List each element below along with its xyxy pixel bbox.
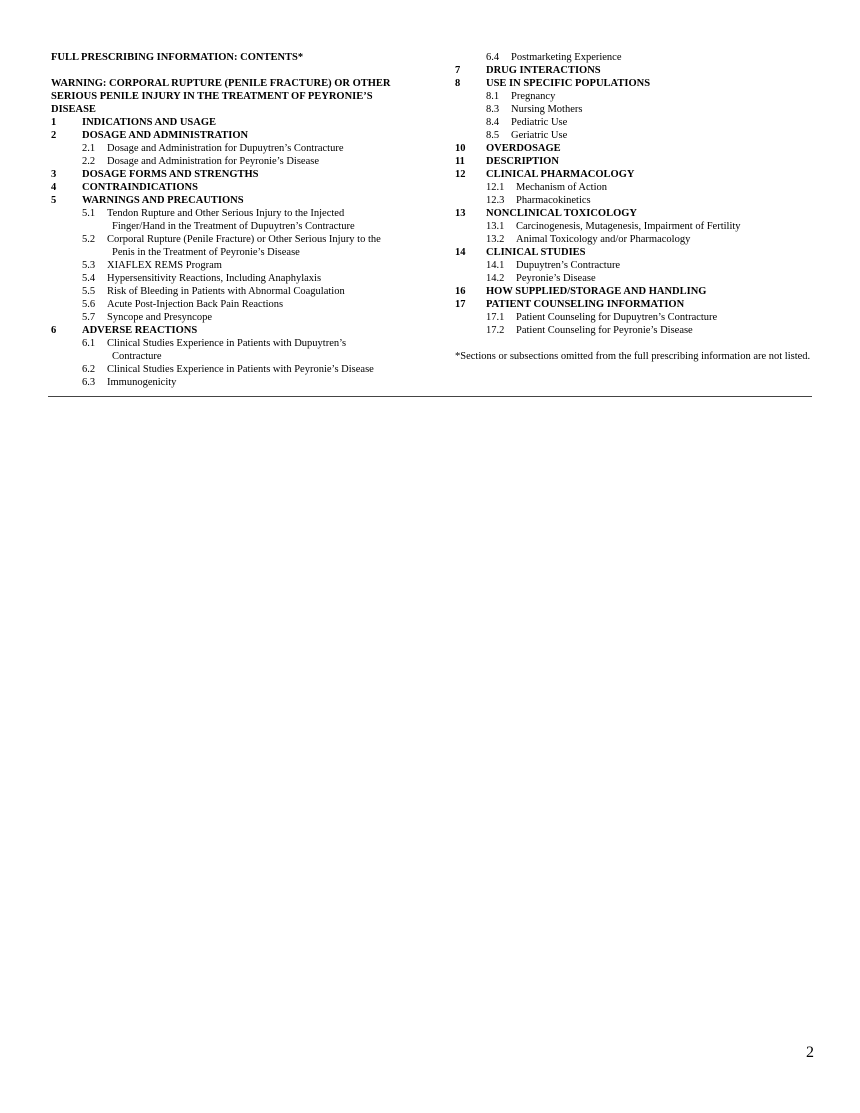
section-number: 7 [455, 65, 461, 76]
toc-section-14[interactable] [455, 246, 812, 259]
toc-subsection-5-3[interactable] [51, 259, 406, 272]
subsection-title: Pharmacokinetics [516, 195, 591, 206]
subsection-title: Peyronie’s Disease [516, 273, 596, 284]
toc-subsection-6-3[interactable] [51, 376, 406, 389]
subsection-title-continued: Finger/Hand in the Treatment of Dupuytren’s Contracture [112, 221, 355, 232]
toc-subsection-8-4[interactable] [455, 116, 812, 129]
toc-subsection-6-1[interactable] [51, 337, 406, 363]
toc-subsection-8-5[interactable] [455, 129, 812, 142]
subsection-number: 6.4 [486, 52, 500, 63]
toc-section-8[interactable] [455, 77, 812, 90]
subsection-title: Postmarketing Experience [511, 52, 622, 63]
subsection-title: Risk of Bleeding in Patients with Abnormal Coagulation [107, 286, 345, 297]
section-number: 17 [455, 299, 466, 310]
section-title: DRUG INTERACTIONS [486, 65, 601, 76]
toc-subsection-5-4[interactable] [51, 272, 406, 285]
toc-subsection-14-1[interactable] [455, 259, 812, 272]
section-title: INDICATIONS AND USAGE [82, 117, 216, 128]
subsection-title: Dosage and Administration for Peyronie’s Disease [107, 156, 319, 167]
toc-section-17[interactable] [455, 298, 812, 311]
subsection-number: 5.1 [82, 208, 96, 219]
subsection-number: 2.1 [82, 143, 96, 154]
toc-subsection-12-1[interactable] [455, 181, 812, 194]
subsection-number: 12.3 [486, 195, 505, 206]
section-number: 8 [455, 78, 461, 89]
toc-subsection-6-2[interactable] [51, 363, 406, 376]
subsection-number: 6.2 [82, 364, 96, 375]
toc-subsection-12-3[interactable] [455, 194, 812, 207]
toc-section-4[interactable] [51, 181, 406, 194]
subsection-number: 13.1 [486, 221, 505, 232]
subsection-title: Dosage and Administration for Dupuytren’s Contracture [107, 143, 344, 154]
subsection-title: Nursing Mothers [511, 104, 583, 115]
subsection-number: 17.1 [486, 312, 505, 323]
section-number: 1 [51, 117, 57, 128]
subsection-title: Geriatric Use [511, 130, 568, 141]
toc-section-7[interactable] [455, 64, 812, 77]
toc-subsection-6-4[interactable] [455, 51, 812, 64]
toc-section-5[interactable] [51, 194, 406, 207]
subsection-title: Patient Counseling for Peyronie’s Disease [516, 325, 693, 336]
toc-section-10[interactable] [455, 142, 812, 155]
section-number: 10 [455, 143, 466, 154]
toc-subsection-2-2[interactable] [51, 155, 406, 168]
subsection-title: Carcinogenesis, Mutagenesis, Impairment of Fertility [516, 221, 741, 232]
subsection-number: 14.2 [486, 273, 505, 284]
page-number: 2 [806, 1044, 814, 1061]
subsection-number: 12.1 [486, 182, 505, 193]
section-title: CLINICAL PHARMACOLOGY [486, 169, 635, 180]
subsection-title: Corporal Rupture (Penile Fracture) or Other Serious Injury to the [107, 234, 381, 245]
toc-section-16[interactable] [455, 285, 812, 298]
toc-subsection-13-2[interactable] [455, 233, 812, 246]
toc-subsection-2-1[interactable] [51, 142, 406, 155]
toc-subsection-8-3[interactable] [455, 103, 812, 116]
section-number: 3 [51, 169, 57, 180]
section-title: PATIENT COUNSELING INFORMATION [486, 299, 685, 310]
toc-subsection-5-6[interactable] [51, 298, 406, 311]
subsection-number: 5.4 [82, 273, 96, 284]
section-title: WARNINGS AND PRECAUTIONS [82, 195, 244, 206]
toc-subsection-5-2[interactable] [51, 233, 406, 259]
section-title: ADVERSE REACTIONS [82, 325, 198, 336]
subsection-number: 6.1 [82, 338, 96, 349]
subsection-title: Animal Toxicology and/or Pharmacology [516, 234, 691, 245]
section-title: CONTRAINDICATIONS [82, 182, 198, 193]
toc-subsection-14-2[interactable] [455, 272, 812, 285]
toc-subsection-17-1[interactable] [455, 311, 812, 324]
toc-section-3[interactable] [51, 168, 406, 181]
subsection-title: Clinical Studies Experience in Patients with Peyronie’s Disease [107, 364, 374, 375]
subsection-number: 8.3 [486, 104, 500, 115]
subsection-title: Acute Post-Injection Back Pain Reactions [107, 299, 284, 310]
subsection-number: 2.2 [82, 156, 96, 167]
section-title: OVERDOSAGE [486, 143, 561, 154]
subsection-title: Patient Counseling for Dupuytren’s Contracture [516, 312, 718, 323]
subsection-number: 13.2 [486, 234, 505, 245]
section-title: CLINICAL STUDIES [486, 247, 586, 258]
subsection-title: Pregnancy [511, 91, 556, 102]
section-number: 2 [51, 130, 57, 141]
subsection-title: XIAFLEX REMS Program [107, 260, 222, 271]
omitted-sections-footnote: *Sections or subsections omitted from the full prescribing information are not listed. [455, 351, 811, 362]
subsection-number: 6.3 [82, 377, 96, 388]
toc-subsection-17-2[interactable] [455, 324, 812, 337]
subsection-number: 5.7 [82, 312, 96, 323]
toc-section-6[interactable] [51, 324, 406, 337]
section-number: 16 [455, 286, 466, 297]
section-title: DESCRIPTION [486, 156, 559, 167]
toc-section-2[interactable] [51, 129, 406, 142]
section-number: 13 [455, 208, 466, 219]
subsection-title: Hypersensitivity Reactions, Including Anaphylaxis [107, 273, 322, 284]
toc-right-column [455, 51, 812, 363]
subsection-title: Syncope and Presyncope [107, 312, 212, 323]
section-title: NONCLINICAL TOXICOLOGY [486, 208, 638, 219]
subsection-title: Dupuytren’s Contracture [516, 260, 621, 271]
section-number: 14 [455, 247, 466, 258]
section-title: USE IN SPECIFIC POPULATIONS [486, 78, 651, 89]
subsection-number: 5.3 [82, 260, 96, 271]
section-number: 5 [51, 195, 57, 206]
subsection-number: 17.2 [486, 325, 505, 336]
toc-left-column [51, 51, 406, 389]
subsection-number: 5.5 [82, 286, 96, 297]
subsection-number: 8.1 [486, 91, 500, 102]
subsection-title: Pediatric Use [511, 117, 568, 128]
toc-subsection-8-1[interactable] [455, 90, 812, 103]
section-number: 11 [455, 156, 465, 167]
subsection-title-continued: Penis in the Treatment of Peyronie’s Disease [112, 247, 300, 258]
toc-section-11[interactable] [455, 155, 812, 168]
toc-subsection-13-1[interactable] [455, 220, 812, 233]
toc-subsection-5-1[interactable] [51, 207, 406, 233]
subsection-title: Tendon Rupture and Other Serious Injury to the Injected [107, 208, 345, 219]
toc-title: FULL PRESCRIBING INFORMATION: CONTENTS* [51, 52, 304, 63]
toc-section-1[interactable] [51, 116, 406, 129]
boxed-warning-entry[interactable]: WARNING: CORPORAL RUPTURE (PENILE FRACTURE) OR OTHER SERIOUS PENILE INJURY IN THE TREATMENT OF PEYRONIE’S DISEASE [51, 78, 391, 115]
subsection-number: 8.5 [486, 130, 500, 141]
subsection-title-continued: Contracture [112, 351, 162, 362]
subsection-title: Mechanism of Action [516, 182, 607, 193]
section-title: DOSAGE FORMS AND STRENGTHS [82, 169, 259, 180]
toc-section-12[interactable] [455, 168, 812, 181]
toc-subsection-5-5[interactable] [51, 285, 406, 298]
subsection-title: Immunogenicity [107, 377, 177, 388]
horizontal-divider [48, 396, 812, 397]
section-number: 4 [51, 182, 57, 193]
subsection-title: Clinical Studies Experience in Patients with Dupuytren’s [107, 338, 347, 349]
toc-section-13[interactable] [455, 207, 812, 220]
section-title: HOW SUPPLIED/STORAGE AND HANDLING [486, 286, 707, 297]
subsection-number: 8.4 [486, 117, 500, 128]
subsection-number: 5.2 [82, 234, 96, 245]
section-number: 6 [51, 325, 57, 336]
section-number: 12 [455, 169, 466, 180]
subsection-number: 14.1 [486, 260, 505, 271]
section-title: DOSAGE AND ADMINISTRATION [82, 130, 249, 141]
subsection-number: 5.6 [82, 299, 96, 310]
toc-subsection-5-7[interactable] [51, 311, 406, 324]
